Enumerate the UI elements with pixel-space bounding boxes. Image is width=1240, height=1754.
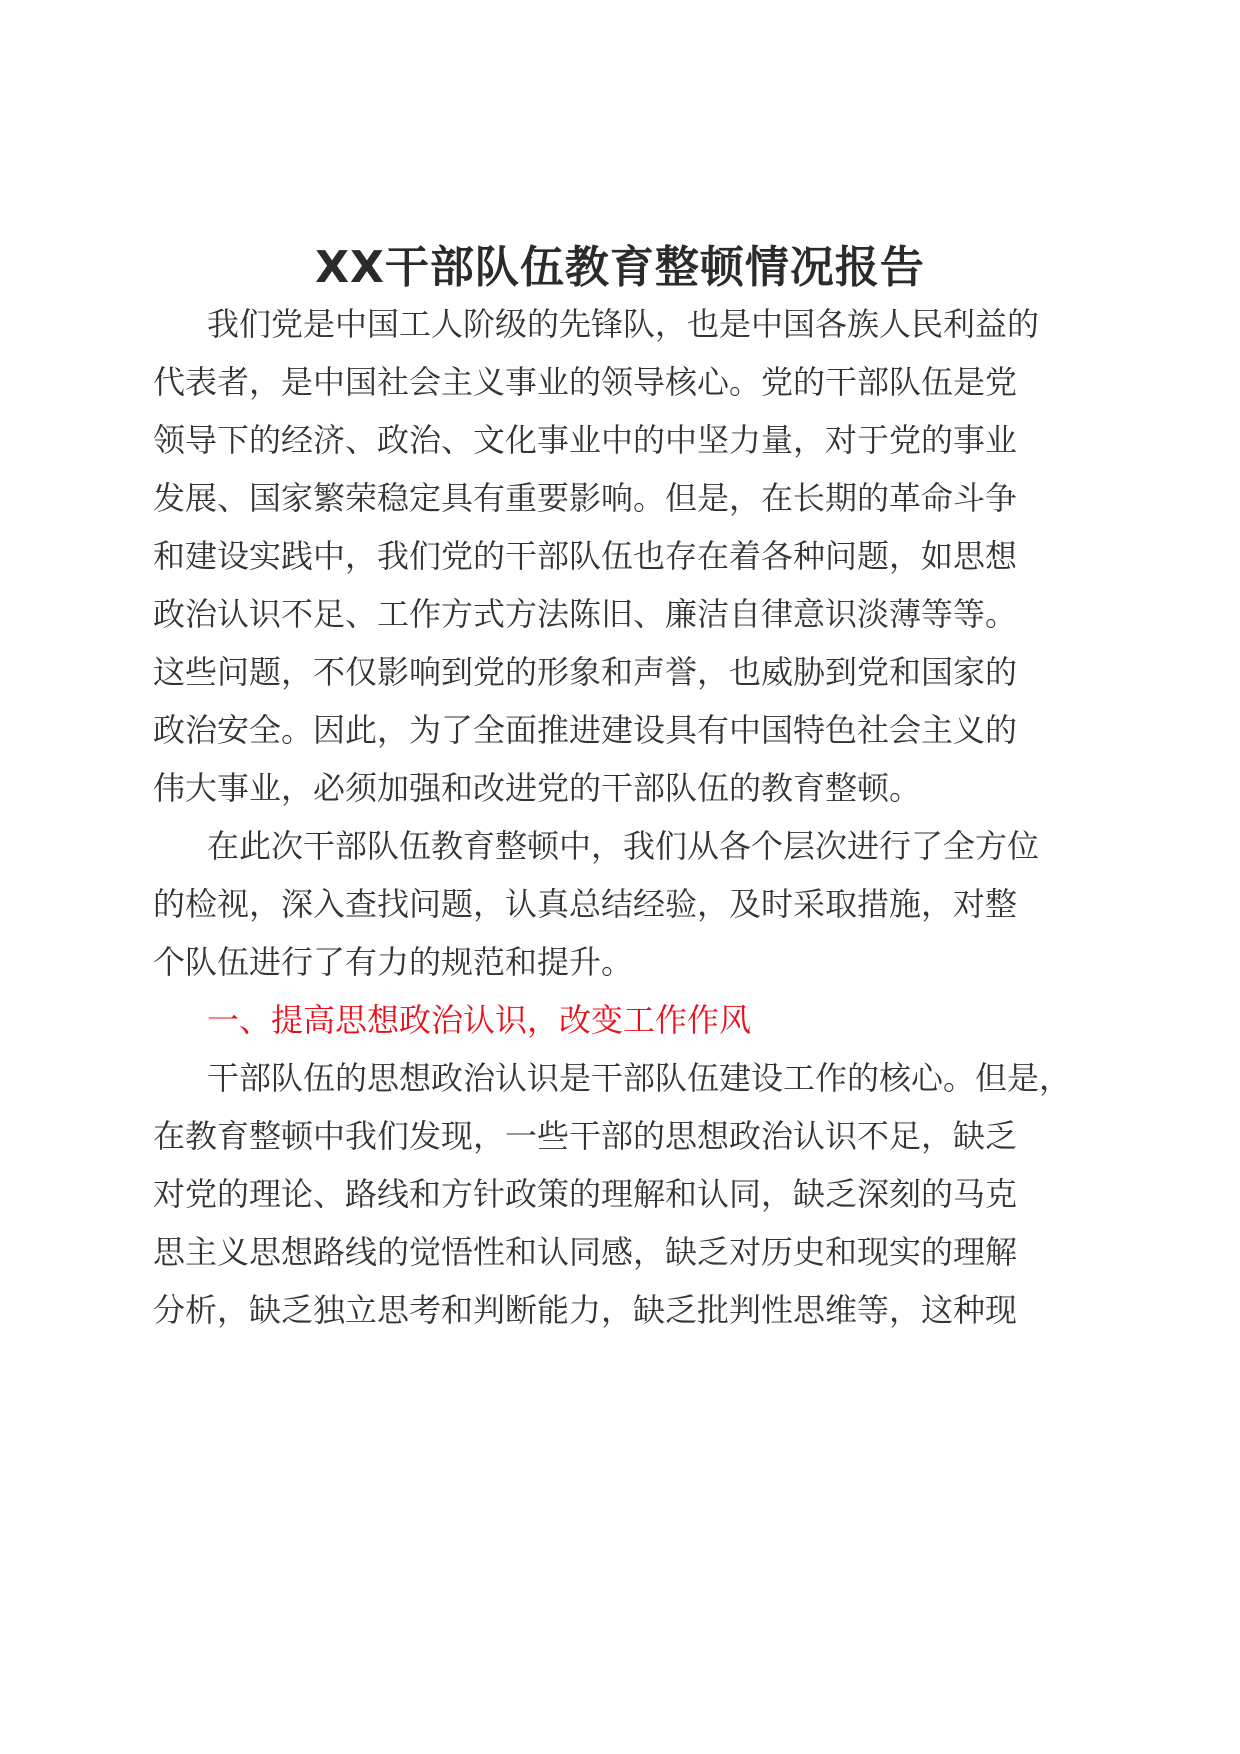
- paragraph-1-line: 我们党是中国工人阶级的先锋队，也是中国各族人民利益的: [207, 305, 1040, 343]
- paragraph-2-line: 在此次干部队伍教育整顿中，我们从各个层次进行了全方位: [207, 827, 1040, 865]
- paragraph-1-line: 领导下的经济、政治、文化事业中的中坚力量，对于党的事业: [153, 421, 1018, 459]
- paragraph-1-line: 这些问题，不仅影响到党的形象和声誉，也威胁到党和国家的: [153, 653, 1018, 691]
- document-title: XX干部队伍教育整顿情况报告: [315, 242, 925, 293]
- paragraph-3-line: 对党的理论、路线和方针政策的理解和认同，缺乏深刻的马克: [153, 1175, 1018, 1213]
- paragraph-1-line: 政治认识不足、工作方式方法陈旧、廉洁自律意识淡薄等等。: [153, 595, 1018, 633]
- paragraph-1-line: 和建设实践中，我们党的干部队伍也存在着各种问题，如思想: [153, 537, 1018, 575]
- paragraph-3-line: 思主义思想路线的觉悟性和认同感，缺乏对历史和现实的理解: [153, 1233, 1018, 1271]
- paragraph-3-line: 在教育整顿中我们发现，一些干部的思想政治认识不足，缺乏: [153, 1117, 1018, 1155]
- section-heading: 一、提高思想政治认识，改变工作作风: [207, 1001, 752, 1039]
- paragraph-2-line: 的检视，深入查找问题，认真总结经验，及时采取措施，对整: [153, 885, 1018, 923]
- paragraph-1-line: 伟大事业，必须加强和改进党的干部队伍的教育整顿。: [153, 769, 922, 807]
- paragraph-2-line: 个队伍进行了有力的规范和提升。: [153, 943, 634, 981]
- paragraph-1-line: 代表者，是中国社会主义事业的领导核心。党的干部队伍是党: [153, 363, 1018, 401]
- paragraph-3-line: 干部队伍的思想政治认识是干部队伍建设工作的核心。但是，: [207, 1059, 1072, 1097]
- paragraph-1-line: 政治安全。因此，为了全面推进建设具有中国特色社会主义的: [153, 711, 1018, 749]
- paragraph-1-line: 发展、国家繁荣稳定具有重要影响。但是，在长期的革命斗争: [153, 479, 1018, 517]
- paragraph-3-line: 分析，缺乏独立思考和判断能力，缺乏批判性思维等，这种现: [153, 1291, 1018, 1329]
